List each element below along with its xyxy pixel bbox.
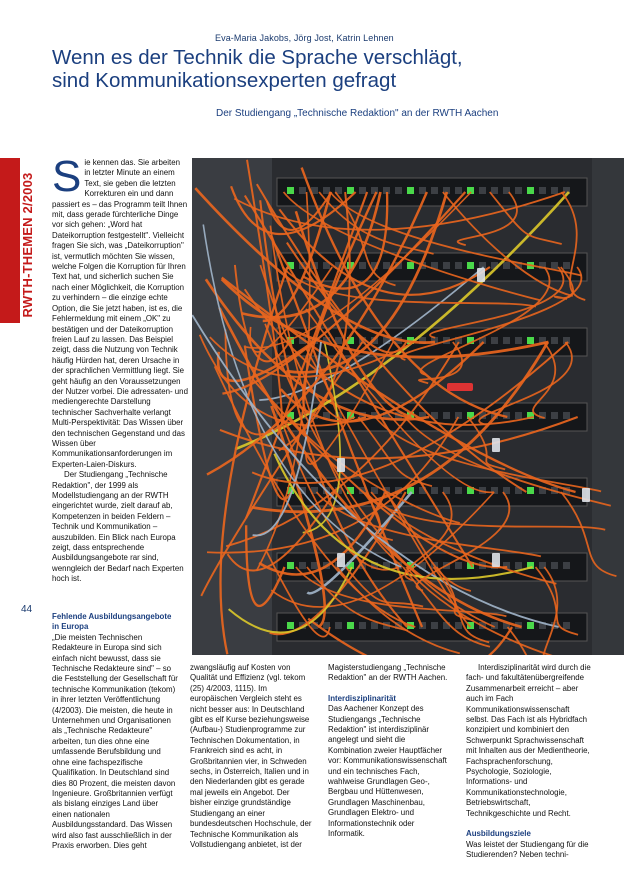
port [515,187,522,194]
column-4-text-2: Was leistet der Studiengang für die Studierenden? Neben techni- [466,839,589,859]
port [299,562,306,569]
port [455,262,462,269]
column-3-text: Magisterstudiengang „Technische Redaktion" an der RWTH Aachen. [328,663,448,683]
port [431,622,438,629]
port [287,622,294,629]
port [335,622,342,629]
port [491,337,498,344]
port [527,487,534,494]
article-authors: Eva-Maria Jakobs, Jörg Jost, Katrin Lehnen [215,33,394,43]
port [527,187,534,194]
port [551,412,558,419]
red-cable-connector [447,383,473,391]
text-column-1 [52,612,178,851]
section-heading-goals: Ausbildungsziele [466,829,531,839]
column-4-text: Interdisziplinarität wird durch die fach- und fakultätenübergreifende Zusammenarbeit erreicht – aber auch im Fach Kommunikationswissenschaft selbst. Das Fach ist als Hybridfach konzipiert und kombiniert den Schwerpunkt Sprachwissenschaft mit Inhalten aus der Medientheorie, Fachsprachenforschung, Psychologie, Soziologie, Informations- und Kommunikationstechnologie, Betriebswirtschaft, Technikgeschichte und Recht. [466,663,591,818]
port [563,412,570,419]
port [479,187,486,194]
port [455,562,462,569]
port [539,187,546,194]
port [347,187,354,194]
column-1-text: „Die meisten Technischen Redakteure in Europa sind sich einfach nicht bewusst, dass sie Technische Redakteure sind" – so die Feststellung der Gesellschaft für technische Kommunikation (tekom) in ihrer letzten Veröffentlichung (4/2003). Die meisten, die heute in Unternehmen und Organisationen als „Technische Redakteure" arbeiten, tun dies ohne eine umfassende Berufsbildung und ohne eine fachspezifische Qualifikation. In Deutschland sind dies 80 Prozent, die meisten davon Ingenieure. Großbritannien verfügt als bislang einziges Land über einen nationalen Ausbildungsstandard. Das Wissen wird also fast ausschließlich in der Praxis erworben. Dies geht [52,632,178,850]
cable-clip [337,553,345,567]
cable-clip [582,488,590,502]
port [419,187,426,194]
port [299,187,306,194]
port [515,412,522,419]
port [551,187,558,194]
port [383,262,390,269]
port [455,187,462,194]
drop-cap: S [52,152,82,201]
cable-clip [492,553,500,567]
title-line-2: sind Kommunikationsexperten gefragt [52,69,397,92]
port [359,262,366,269]
port [359,187,366,194]
port [563,622,570,629]
port [515,562,522,569]
intro-paragraph-1: ie kennen das. Sie arbeiten in letzter Minute an einem Text, sie geben die letzten Korrekturen ein und dann passiert es – das Programm teilt Ihnen mit, dass gerade fürchterliche Dinge vor sich gehen: „Word hat Dateikorruption festgestellt". Vielleicht fragen Sie sich, was „Dateikorruption" ist, vermutlich möchten Sie wissen, welche Folgen die Korruption für Ihren Text hat, und sicherlich suchen Sie nach einer Möglichkeit, die Korruption zu verhindern – die einzige echte Option, die Sie jetzt haben, ist es, die Fehlermeldung mit einem „OK" zu bestätigen und der Dateikorruption freien Lauf zu lassen. Das Beispiel zeigt, dass die Nutzung von Technik häufig Hürden hat, deren Ursache in der sprachlichen Vermittlung liegt. Sie geht häufig an den Voraussetzungen der Nutzer vorbei. Die adressaten- und mediengerechte Darstellung technischer Sachverhalte verlangt Multi-Perspektivität: Das Wissen über den technischen Gegenstand und das Wissen über Kommunikationsanforderungen im Experten-Laien-Diskurs. [52,158,188,469]
rack-rail-right [592,158,624,655]
port [431,487,438,494]
port [407,187,414,194]
port [515,337,522,344]
port [563,562,570,569]
text-column-2 [190,663,312,850]
article-title [52,46,592,92]
photo-illustration [192,158,624,655]
port [455,622,462,629]
port [443,262,450,269]
cable-clip [337,458,345,472]
port [491,187,498,194]
section-color-tab [0,158,20,323]
port [287,562,294,569]
server-rack-cables-photo [192,158,624,655]
cable-clip [492,438,500,452]
port [407,262,414,269]
port [551,262,558,269]
port [467,262,474,269]
port [347,622,354,629]
port [527,337,534,344]
intro-column [52,152,188,585]
article-subtitle: Der Studiengang „Technische Redaktion" an der RWTH Aachen [216,108,499,119]
port [503,262,510,269]
port [431,187,438,194]
intro-paragraph-2: Der Studiengang „Technische Redaktion", der 1999 als Modellstudiengang an der RWTH eingerichtet wurde, zielt darauf ab, Kompetenzen in beiden Feldern – Technik und Kommunikation – auszubilden. Ein Blick nach Europa zeigt, dass entsprechende Ausbildungsangebote rar sind, wenngleich der Bedarf nach Experten hoch ist. [52,470,184,584]
journal-issue-label: RWTH-THEMEN 2/2003 [20,172,35,318]
page-number: 44 [21,604,33,615]
title-line-1: Wenn es der Technik die Sprache verschlägt, [52,46,463,69]
port [395,187,402,194]
text-column-4 [466,663,594,860]
column-2-text: zwangsläufig auf Kosten von Qualität und Effizienz (vgl. tekom (25) 4/2003, 1115). Im europäischen Vergleich steht es nicht besser aus: In Deutschland gibt es elf Kurse beziehungsweise (Aufbau-) Studienprogramme zur Technischen Dokumentation, in Frankreich sind es acht, in Großbritannien vier, in Schweden sechs, in Österreich, Italien und in den Niederlanden gibt es gerade mal jeweils ein Angebot. Der bisher einzige grundständige Studiengang an einer bundesdeutschen Hochschule, der Technische Kommunikation als Vollstudiengang anbietet, ist der [190,663,312,849]
port [443,412,450,419]
port [551,337,558,344]
port [455,487,462,494]
port [311,562,318,569]
column-3-text-2: Das Aachener Konzept des Studiengangs „Technische Redaktion" ist interdisziplinär angelegt und sieht die Kombination zweier Hauptfächer vor: Kommunikationswissenschaft und ein technisches Fach, wahlweise Grundlagen Geo-, Bergbau und Hüttenwesen, Grundlagen Maschinenbau, Grundlagen Elektro- und Informationstechnik oder Informatik. [328,704,447,839]
port [359,622,366,629]
port [551,562,558,569]
port [527,622,534,629]
section-heading-europe: Fehlende Ausbildungsangebote in Europa [52,612,172,632]
port [503,337,510,344]
port [563,262,570,269]
section-heading-interdisciplinary: Interdisziplinarität [328,693,396,703]
cable-clip [477,268,485,282]
text-column-3 [328,663,450,840]
port [287,187,294,194]
